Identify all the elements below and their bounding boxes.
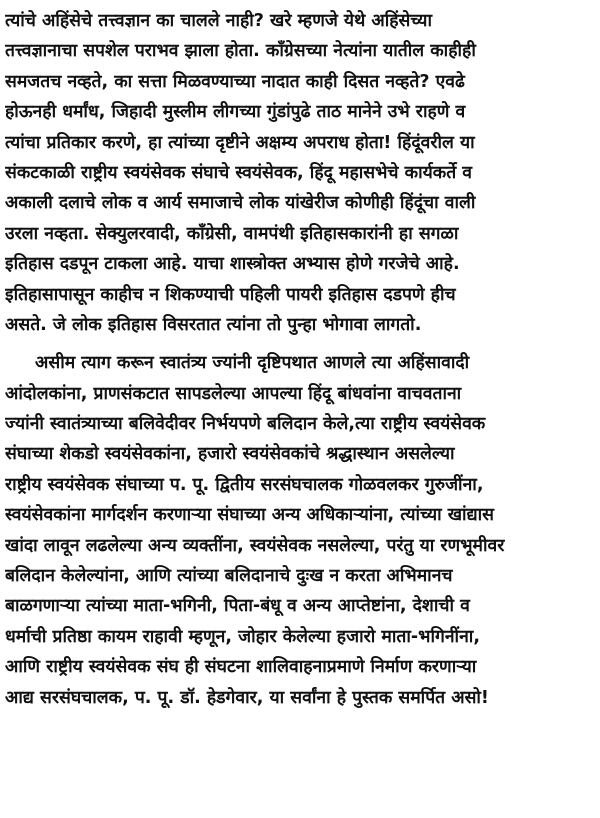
text-line: खांदा लावून लढलेल्या अन्य व्यक्तींना, स्वयंसेवक नसलेल्या, परंतु या रणभूमीवर xyxy=(5,535,505,556)
text-line: बलिदान केलेल्यांना, आणि त्यांच्या बलिदानाचे दुःख न करता अभिमानच xyxy=(5,566,453,587)
text-line: इतिहास दडपून टाकला आहे. याचा शास्त्रोक्त अभ्यास होणे गरजेचे आहे. xyxy=(5,254,460,275)
text-line: आद्य सरसंघचालक, प. पू. डॉ. हेडगेवार, या सर्वांना हे पुस्तक समर्पित असो! xyxy=(5,687,489,708)
text-line: होऊनही धर्मांध, जिहादी मुस्लीम लीगच्या गुंडांपुढे ताठ मानेने उभे राहणे व xyxy=(5,102,466,123)
text-line: आंदोलकांना, प्राणसंकटात सापडलेल्या आपल्या हिंदू बांधवांना वाचवताना xyxy=(5,383,462,404)
text-line: असीम त्याग करून स्वातंत्र्य ज्यांनी दृष्टिपथात आणले त्या अहिंसावादी xyxy=(35,353,470,374)
document-page xyxy=(5,6,595,713)
text-line: धर्माची प्रतिष्ठा कायम राहावी म्हणून, जोहार केलेल्या हजारो माता-भगिनींना, xyxy=(5,626,480,647)
text-line: समजतच नव्हते, का सत्ता मिळवण्याच्या नादात काही दिसत नव्हते? एवढे xyxy=(5,71,465,92)
paragraph-2 xyxy=(5,348,595,713)
paragraph-1 xyxy=(5,6,595,340)
text-line: राष्ट्रीय स्वयंसेवक संघाच्या प. पू. द्वितीय सरसंघचालक गोळवलकर गुरुजींना, xyxy=(5,474,484,495)
text-line: अकाली दलाचे लोक व आर्य समाजाचे लोक यांखेरीज कोणीही हिंदूंचा वाली xyxy=(5,193,476,214)
text-line: तत्त्वज्ञानाचा सपशेल पराभव झाला होता. कॉंग्रेसच्या नेत्यांना यातील काहीही xyxy=(5,41,476,62)
text-line: संघाच्या शेकडो स्वयंसेवकांना, हजारो स्वयंसेवकांचे श्रद्धास्थान असलेल्या xyxy=(5,444,455,465)
text-line: बाळगणाऱ्या त्यांच्या माता-भगिनी, पिता-बंधू व अन्य आप्तेष्टांना, देशाची व xyxy=(5,596,470,617)
text-line: त्यांचा प्रतिकार करणे, हा त्यांच्या दृष्टीने अक्षम्य अपराध होता! हिंदूंवरील या xyxy=(5,132,475,153)
text-line: संकटकाळी राष्ट्रीय स्वयंसेवक संघाचे स्वयंसेवक, हिंदू महासभेचे कार्यकर्ते व xyxy=(5,162,472,183)
text-line: त्यांचे अहिंसेचे तत्त्वज्ञान का चालले नाही? खरे म्हणजे येथे अहिंसेच्या xyxy=(5,11,432,31)
text-line: आणि राष्ट्रीय स्वयंसेवक संघ ही संघटना शालिवाहनाप्रमाणे निर्माण करणाऱ्या xyxy=(5,657,477,678)
text-line: इतिहासापासून काहीच न शिकण्याची पहिली पायरी इतिहास दडपणे हीच xyxy=(5,284,456,305)
text-line: उरला नव्हता. सेक्युलरवादी, कॉंग्रेसी, वामपंथी इतिहासकारांनी हा सगळा xyxy=(5,223,459,244)
text-line: ज्यांनी स्वातंत्र्याच्या बलिवेदीवर निर्भयपणे बलिदान केले,त्या राष्ट्रीय स्वयंसेवक xyxy=(5,414,486,435)
text-line: स्वयंसेवकांना मार्गदर्शन करणाऱ्या संघाच्या अन्य अधिकाऱ्यांना, त्यांच्या खांद्यास xyxy=(5,505,494,526)
text-line: असते. जे लोक इतिहास विसरतात त्यांना तो पुन्हा भोगावा लागतो. xyxy=(5,314,422,335)
